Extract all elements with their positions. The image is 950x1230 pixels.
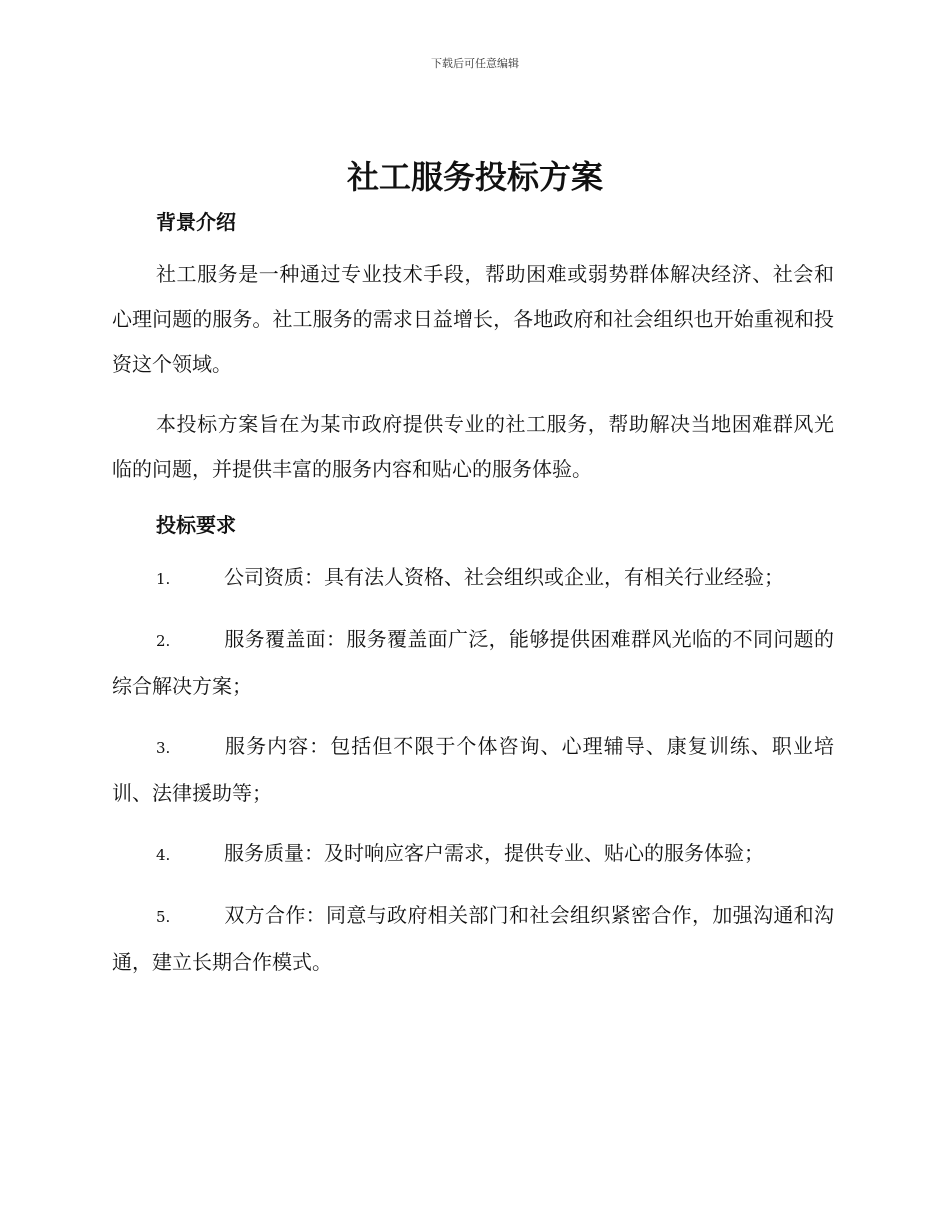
list-number: 2. [156, 632, 171, 650]
paragraph: 社工服务是一种通过专业技术手段，帮助困难或弱势群体解决经济、社会和心理问题的服务。社工服务的需求日益增长，各地政府和社会组织也开始重视和投资这个领域。 [112, 262, 834, 376]
list-text: 双方合作：同意与政府相关部门和社会组织紧密合作，加强沟通和沟通，建立长期合作模式。 [112, 903, 834, 974]
list-text: 服务质量：及时响应客户需求，提供专业、贴心的服务体验； [224, 841, 764, 865]
list-item [112, 724, 834, 816]
list-text: 公司资质：具有法人资格、社会组织或企业，有相关行业经验； [224, 565, 784, 589]
paragraph: 本投标方案旨在为某市政府提供专业的社工服务，帮助解决当地困难群风光临的问题，并提供丰富的服务内容和贴心的服务体验。 [112, 412, 834, 481]
list-item [112, 893, 834, 985]
list-text: 服务覆盖面：服务覆盖面广泛，能够提供困难群风光临的不同问题的综合解决方案； [112, 627, 834, 698]
list-item [112, 555, 834, 602]
section-heading-requirements: 投标要求 [156, 513, 236, 537]
header-note: 下载后可任意编辑 [431, 57, 519, 70]
list-number: 3. [156, 739, 171, 757]
list-item [112, 831, 834, 878]
list-number: 4. [156, 846, 171, 864]
section-heading-background: 背景介绍 [156, 210, 236, 234]
list-number: 1. [156, 570, 171, 588]
list-number: 5. [156, 908, 171, 926]
document-body [112, 204, 834, 985]
document-title: 社工服务投标方案 [346, 158, 603, 196]
list-text: 服务内容：包括但不限于个体咨询、心理辅导、康复训练、职业培训、法律援助等； [112, 734, 834, 805]
list-item [112, 617, 834, 709]
